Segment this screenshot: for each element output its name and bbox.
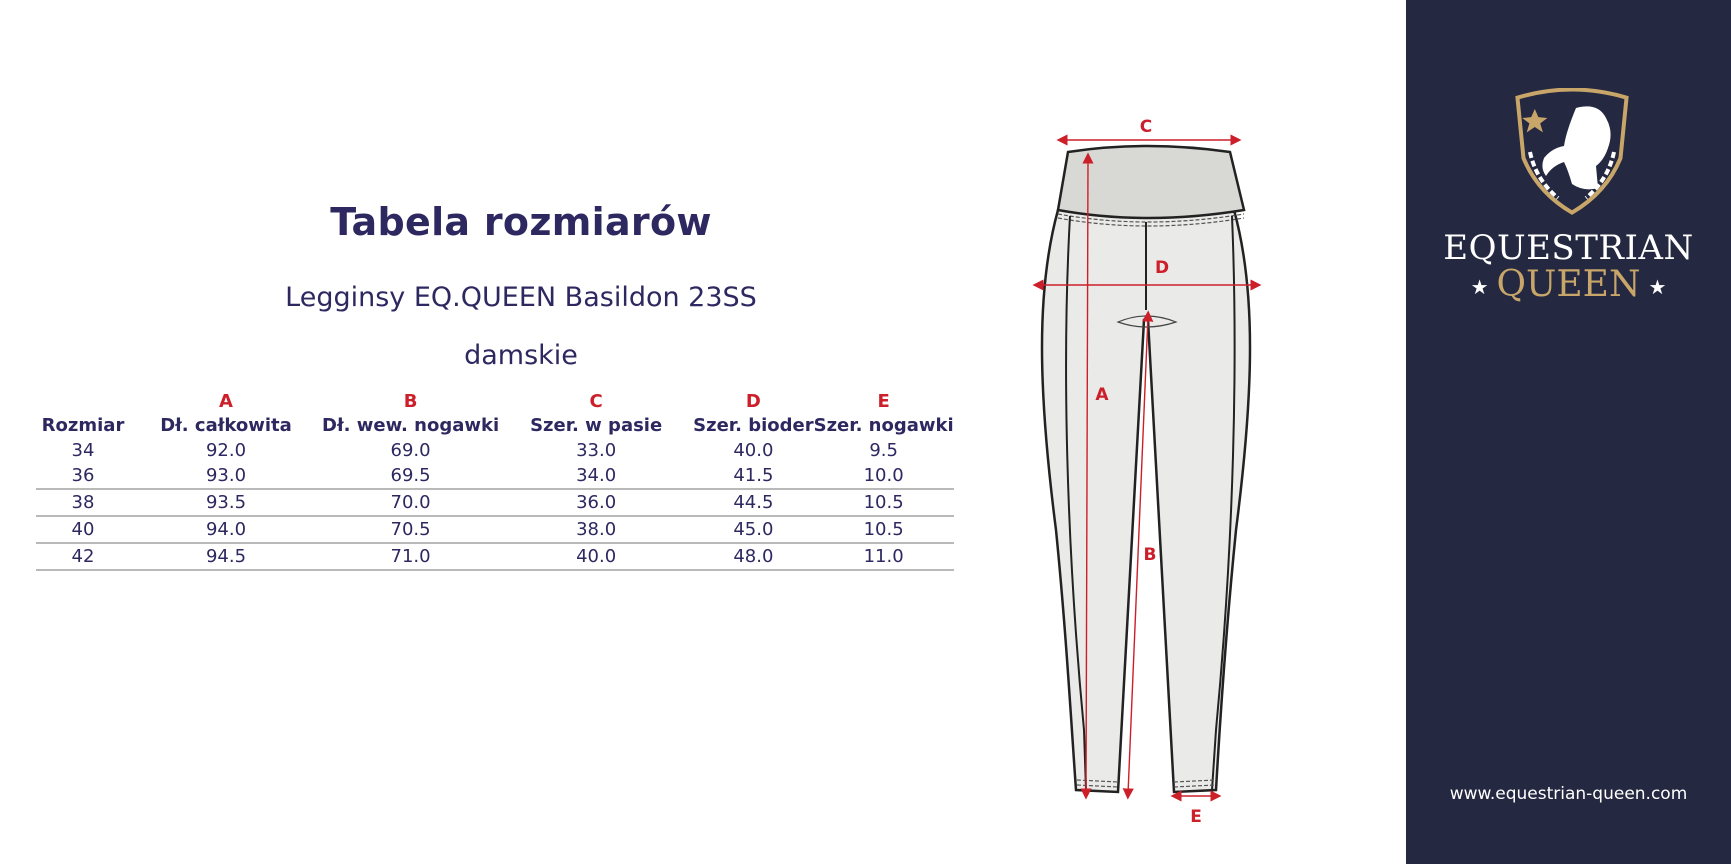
table-cell: 41.5 [693,463,813,489]
table-cell: 40 [36,516,130,543]
table-row [36,543,954,570]
leggings-diagram [1026,110,1286,840]
column-header-size: Rozmiar [41,414,125,436]
brand-queen-text: QUEEN [1496,264,1641,305]
table-cell: 70.0 [322,489,499,516]
measurement-label-e: E [1190,807,1202,827]
column-header-hips: Szer. bioder [693,414,814,436]
horse-crest-logo [1510,88,1634,218]
brand-name-line2 [1406,264,1731,305]
letter-c: C [589,391,603,412]
table-cell: 45.0 [693,516,813,543]
table-row [36,438,954,463]
letter-size [36,384,130,412]
table-cell: 38 [36,489,130,516]
star-icon: ★ [1470,275,1489,299]
letter-b: B [403,391,418,412]
table-cell: 38.0 [499,516,693,543]
product-name: Legginsy EQ.QUEEN Basildon 23SS [285,282,757,313]
letter-a: A [219,391,233,412]
column-header-inseam: Dł. wew. nogawki [322,414,500,436]
letter-e: E [877,391,890,412]
table-cell: 10.0 [814,463,954,489]
measurement-label-a: A [1095,385,1109,405]
letter-d: D [745,391,761,412]
brand-name-line1: EQUESTRIAN [1443,228,1694,268]
page-title: Tabela rozmiarów [330,200,712,244]
column-header-row [36,412,954,438]
table-row [36,463,954,489]
table-cell: 69.0 [390,440,431,461]
website-link[interactable]: www.equestrian-queen.com [1449,784,1688,804]
table-cell: 69.5 [322,463,499,489]
table-cell: 11.0 [814,543,954,570]
table-cell: 94.0 [130,516,322,543]
table-cell: 92.0 [205,440,247,461]
table-cell: 48.0 [693,543,813,570]
table-row [36,516,954,543]
waistband [1058,146,1244,218]
table-cell: 94.5 [130,543,322,570]
table-cell: 40.0 [733,440,774,461]
star-icon: ★ [1648,275,1667,299]
column-header-total-length: Dł. całkowita [160,414,292,436]
table-cell: 71.0 [322,543,499,570]
table-cell: 93.5 [130,489,322,516]
table-cell: 70.5 [322,516,499,543]
table-cell: 42 [36,543,130,570]
table-cell: 40.0 [499,543,693,570]
table-cell: 34 [71,440,95,461]
table-cell: 34.0 [499,463,693,489]
size-table [36,384,954,571]
table-cell: 44.5 [693,489,813,516]
column-header-waist: Szer. w pasie [530,414,663,436]
measurement-label-c: C [1139,117,1153,137]
gender-label: damskie [464,340,578,371]
brand-sidebar [1406,0,1731,864]
table-cell: 9.5 [869,440,898,461]
table-cell: 10.5 [814,489,954,516]
table-row [36,489,954,516]
measurement-label-b: B [1143,545,1157,565]
column-header-leg-width: Szer. nogawki [813,414,954,436]
table-cell: 10.5 [814,516,954,543]
letter-row [36,384,954,412]
table-cell: 36.0 [499,489,693,516]
table-cell: 36 [36,463,130,489]
table-cell: 93.0 [130,463,322,489]
table-cell: 33.0 [576,440,617,461]
measurement-label-d: D [1154,258,1170,278]
